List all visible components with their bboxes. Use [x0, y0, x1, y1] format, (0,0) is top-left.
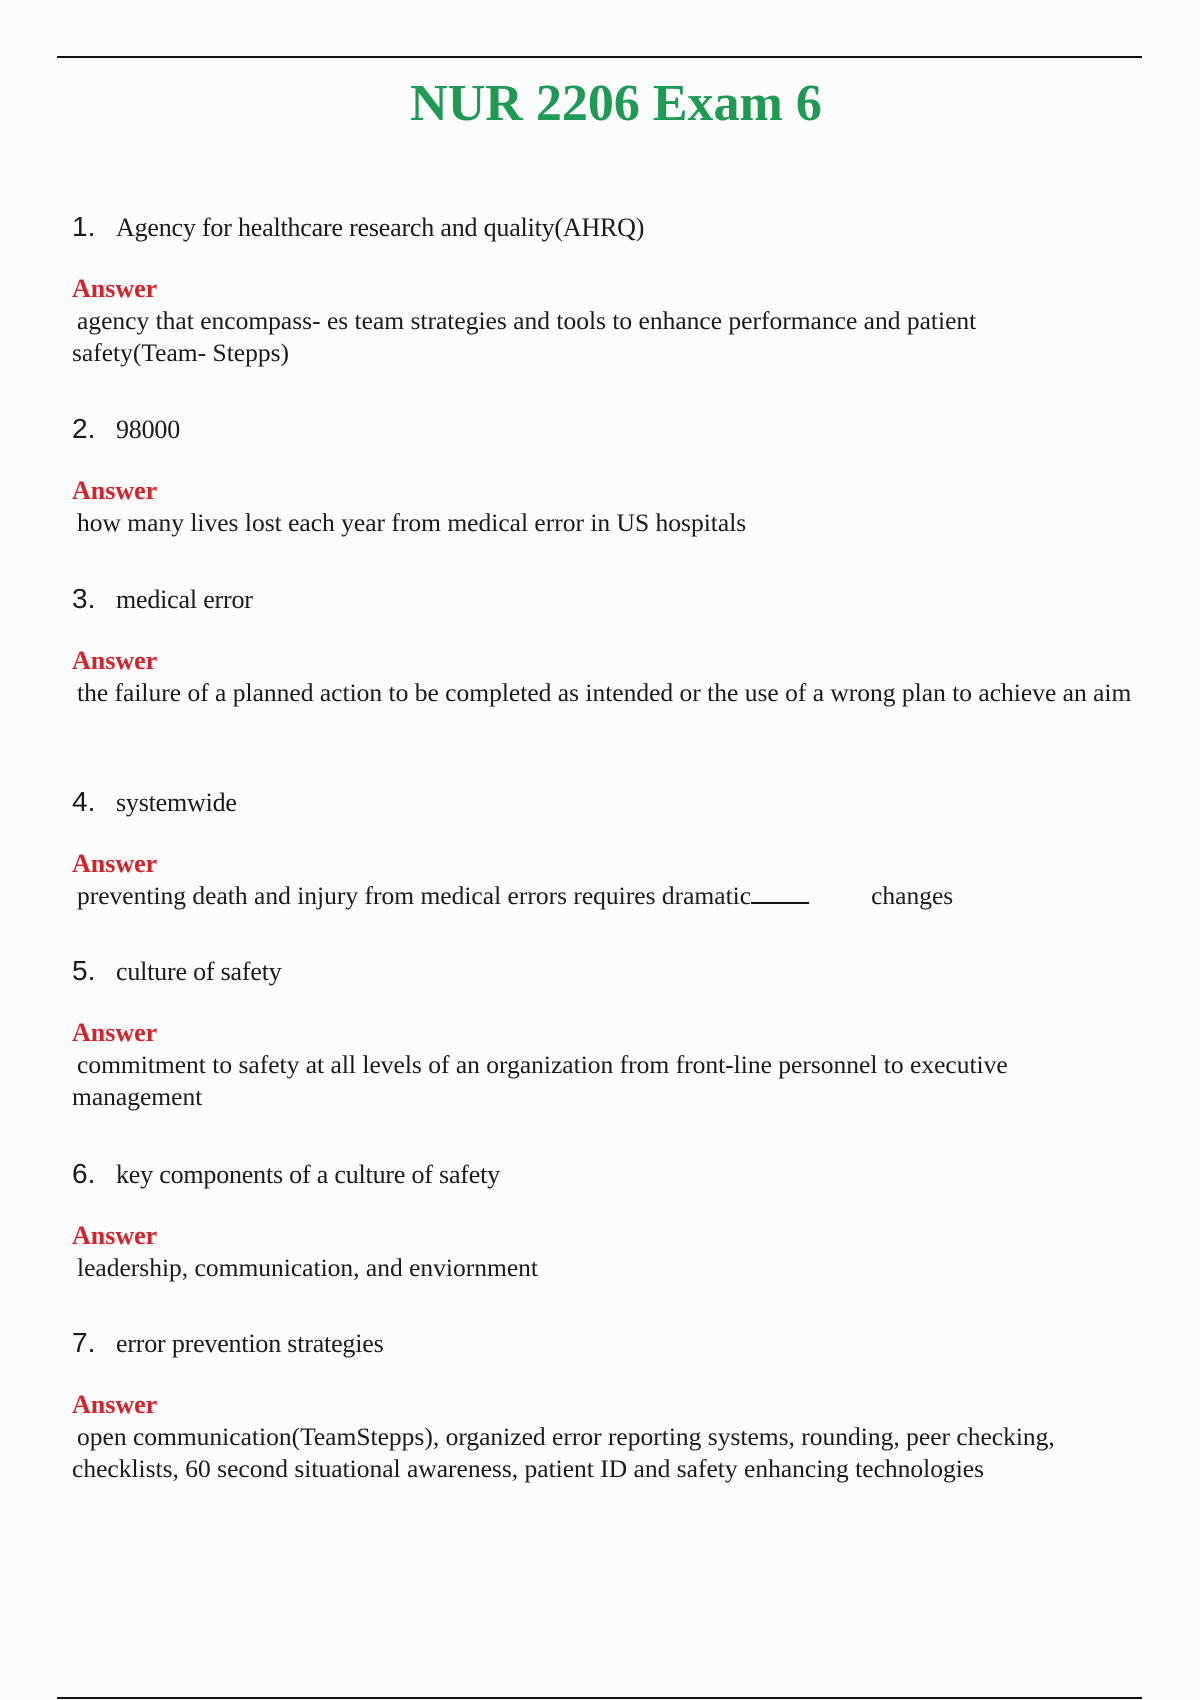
answer-label: Answer: [72, 646, 158, 675]
answer-text: how many lives lost each year from medical error in US hospitals: [77, 508, 747, 537]
question-row: [72, 582, 1147, 617]
question-number: 3.: [72, 583, 96, 614]
question-row: [72, 1326, 1147, 1361]
question-row: [72, 785, 1147, 820]
question-row: [72, 412, 1147, 447]
question-item-1: [72, 210, 1147, 369]
top-divider: [57, 56, 1142, 58]
answer-label: Answer: [72, 274, 158, 303]
page-title: NUR 2206 Exam 6: [410, 75, 822, 132]
question-row: [72, 954, 1147, 989]
answer-label: Answer: [72, 1018, 158, 1047]
question-number: 6.: [72, 1158, 96, 1189]
answer-text-after-blank: changes: [871, 881, 954, 910]
question-item-3: [72, 582, 1147, 709]
question-number: 4.: [72, 786, 96, 817]
question-row: [72, 210, 1147, 245]
question-row: [72, 1157, 1147, 1192]
question-item-5: [72, 954, 1147, 1113]
bottom-divider: [57, 1697, 1142, 1699]
answer-label: Answer: [72, 1390, 158, 1419]
answer-text: open communication(TeamStepps), organized error reporting systems, rounding, peer checking, checklists, 60 second situational awareness, patient ID and safety enhancing technologies: [72, 1422, 1055, 1483]
question-item-4: [72, 785, 1147, 912]
answer-label: Answer: [72, 1221, 158, 1250]
answer-text: the failure of a planned action to be completed as intended or the use of a wrong plan to achieve an aim: [77, 678, 1132, 707]
question-text: Agency for healthcare research and quality(AHRQ): [116, 213, 645, 242]
fill-in-blank: [751, 880, 809, 904]
question-text: medical error: [116, 585, 253, 614]
answer-text: leadership, communication, and enviornment: [77, 1253, 538, 1282]
answer-text: commitment to safety at all levels of an organization from front-line personnel to executive management: [72, 1050, 1008, 1111]
question-text: culture of safety: [116, 957, 282, 986]
answer-text: [72, 880, 1147, 912]
question-number: 7.: [72, 1327, 96, 1358]
answer-text-before-blank: preventing death and injury from medical errors requires dramatic: [77, 881, 752, 910]
question-text: key components of a culture of safety: [116, 1160, 500, 1189]
question-item-7: [72, 1326, 1147, 1485]
question-number: 1.: [72, 211, 96, 242]
answer-label: Answer: [72, 849, 158, 878]
question-item-6: [72, 1157, 1147, 1284]
question-number: 5.: [72, 955, 96, 986]
answer-text: agency that encompass- es team strategies and tools to enhance performance and patient safety(Team- Stepps): [72, 306, 977, 367]
question-text: error prevention strategies: [116, 1329, 384, 1358]
question-item-2: [72, 412, 1147, 539]
question-number: 2.: [72, 413, 96, 444]
answer-label: Answer: [72, 476, 158, 505]
question-text: 98000: [116, 415, 181, 444]
question-text: systemwide: [116, 788, 237, 817]
